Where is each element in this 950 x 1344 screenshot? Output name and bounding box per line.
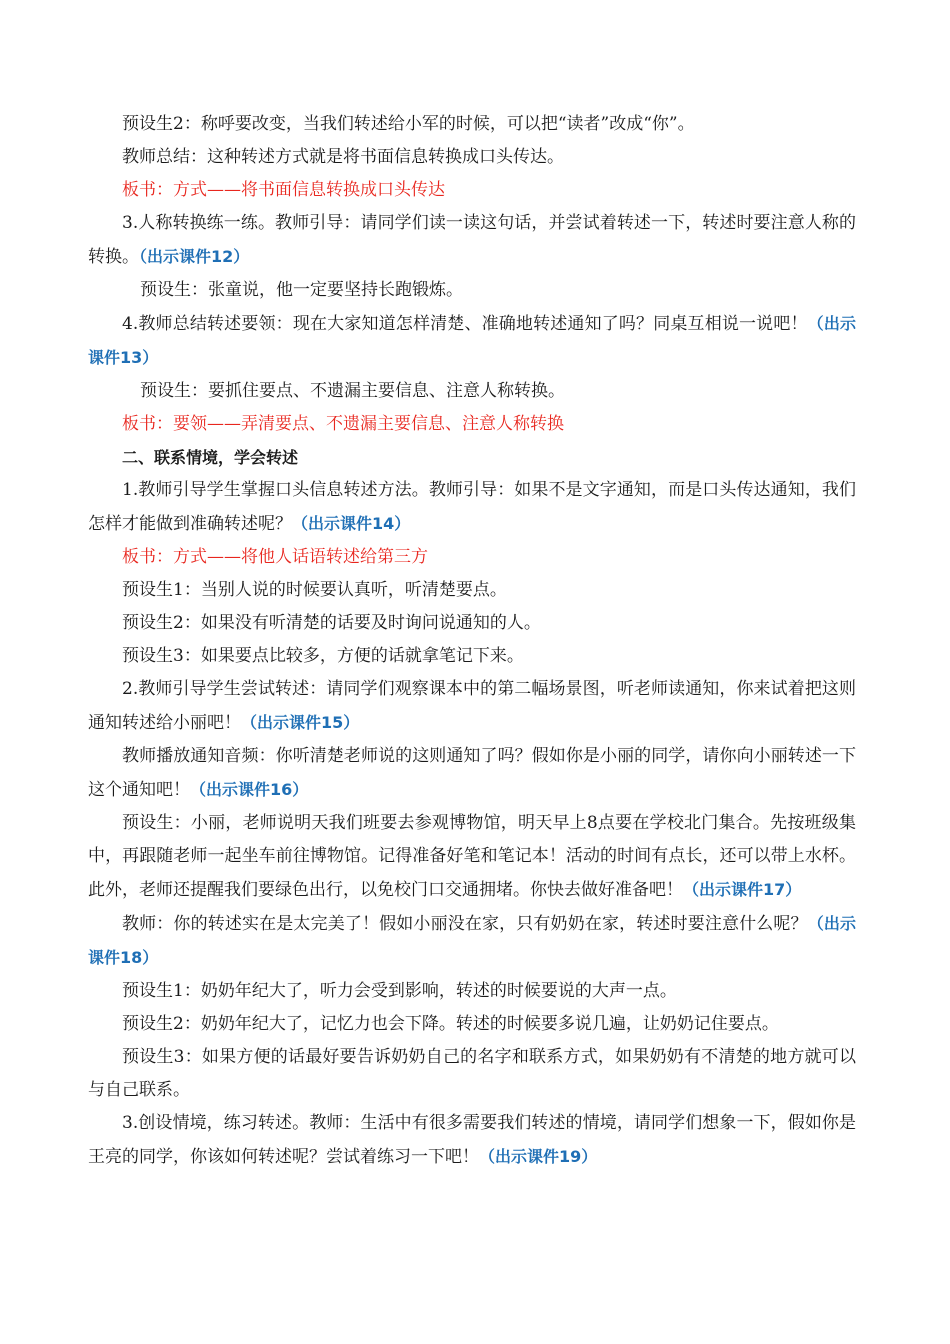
paragraph-text: 预设生1：奶奶年纪大了，听力会受到影响，转述的时候要说的大声一点。 — [122, 981, 677, 1001]
section-heading — [88, 441, 856, 474]
slide-reference: （出示课件13） — [88, 314, 856, 367]
board-note-text: 板书：方式——将他人话语转述给第三方 — [122, 547, 428, 567]
paragraph-text: 预设生3：如果方便的话最好要告诉奶奶自己的名字和联系方式，如果奶奶有不清楚的地方就可以与自己联系。 — [88, 1047, 856, 1100]
board-note-text: 板书：方式——将书面信息转换成口头传达 — [122, 180, 445, 200]
paragraph — [88, 740, 856, 807]
paragraph-text: 1.教师引导学生掌握口头信息转述方法。教师引导：如果不是文字通知，而是口头传达通知，我们怎样才能做到准确转述呢？ — [88, 480, 856, 534]
paragraph — [88, 274, 856, 307]
paragraph-text: 3.人称转换练一练。教师引导：请同学们读一读这句话，并尝试着转述一下，转述时要注意人称的转换。 — [88, 213, 856, 267]
paragraph-text: 预设生2：奶奶年纪大了，记忆力也会下降。转述的时候要多说几遍，让奶奶记住要点。 — [122, 1014, 779, 1034]
paragraph-text: 教师播放通知音频：你听清楚老师说的这则通知了吗？假如你是小丽的同学，请你向小丽转述一下这个通知吧！ — [88, 746, 856, 800]
paragraph-text: 3.创设情境，练习转述。教师：生活中有很多需要我们转述的情境，请同学们想象一下，假如你是王亮的同学，你该如何转述呢？尝试着练习一下吧！ — [88, 1113, 856, 1167]
paragraph — [88, 1008, 856, 1041]
paragraph-text: 预设生2：如果没有听清楚的话要及时询问说通知的人。 — [122, 613, 541, 633]
section-heading-text: 二、联系情境，学会转述 — [122, 448, 299, 467]
paragraph — [88, 673, 856, 740]
paragraph — [88, 975, 856, 1008]
board-note-text: 板书：要领——弄清要点、不遗漏主要信息、注意人称转换 — [122, 414, 564, 434]
paragraph — [88, 207, 856, 274]
slide-reference: （出示课件14） — [292, 514, 411, 533]
paragraph — [88, 640, 856, 673]
board-note — [88, 408, 856, 441]
paragraph — [88, 1041, 856, 1107]
document-body — [88, 108, 856, 1174]
paragraph — [88, 141, 856, 174]
slide-reference: （出示课件15） — [241, 713, 360, 732]
paragraph — [88, 474, 856, 541]
paragraph — [88, 307, 856, 375]
paragraph — [88, 907, 856, 975]
paragraph — [88, 607, 856, 640]
paragraph — [88, 574, 856, 607]
slide-reference: （出示课件17） — [683, 880, 802, 899]
slide-reference: （出示课件12） — [139, 247, 250, 266]
paragraph-text: 预设生3：如果要点比较多，方便的话就拿笔记下来。 — [122, 646, 524, 666]
paragraph — [88, 807, 856, 907]
paragraph — [88, 1107, 856, 1174]
paragraph-text: 教师：你的转述实在是太完美了！假如小丽没在家，只有奶奶在家，转述时要注意什么呢？ — [122, 914, 808, 934]
paragraph-text: 2.教师引导学生尝试转述：请同学们观察课本中的第二幅场景图，听老师读通知，你来试着把这则通知转述给小丽吧！ — [88, 679, 856, 733]
slide-reference: （出示课件16） — [190, 780, 309, 799]
paragraph-text: 4.教师总结转述要领：现在大家知道怎样清楚、准确地转述通知了吗？同桌互相说一说吧！ — [122, 314, 808, 334]
paragraph-text: 预设生：小丽，老师说明天我们班要去参观博物馆，明天早上8点要在学校北门集合。先按班级集中，再跟随老师一起坐车前往博物馆。记得准备好笔和笔记本！活动的时间有点长，还可以带上水杯。此外，老师还提醒我们要绿色出行，以免校门口交通拥堵。你快去做好准备吧！ — [88, 813, 856, 900]
paragraph-text: 预设生：要抓住要点、不遗漏主要信息、注意人称转换。 — [140, 381, 565, 401]
board-note — [88, 174, 856, 207]
paragraph — [88, 375, 856, 408]
paragraph-text: 预设生：张童说，他一定要坚持长跑锻炼。 — [140, 280, 463, 300]
slide-reference: （出示课件18） — [88, 914, 856, 967]
paragraph — [88, 108, 856, 141]
slide-reference: （出示课件19） — [479, 1147, 598, 1166]
paragraph-text: 教师总结：这种转述方式就是将书面信息转换成口头传达。 — [122, 147, 564, 167]
paragraph-text: 预设生2：称呼要改变，当我们转述给小军的时候，可以把“读者”改成“你”。 — [122, 114, 695, 134]
board-note — [88, 541, 856, 574]
paragraph-text: 预设生1：当别人说的时候要认真听，听清楚要点。 — [122, 580, 507, 600]
